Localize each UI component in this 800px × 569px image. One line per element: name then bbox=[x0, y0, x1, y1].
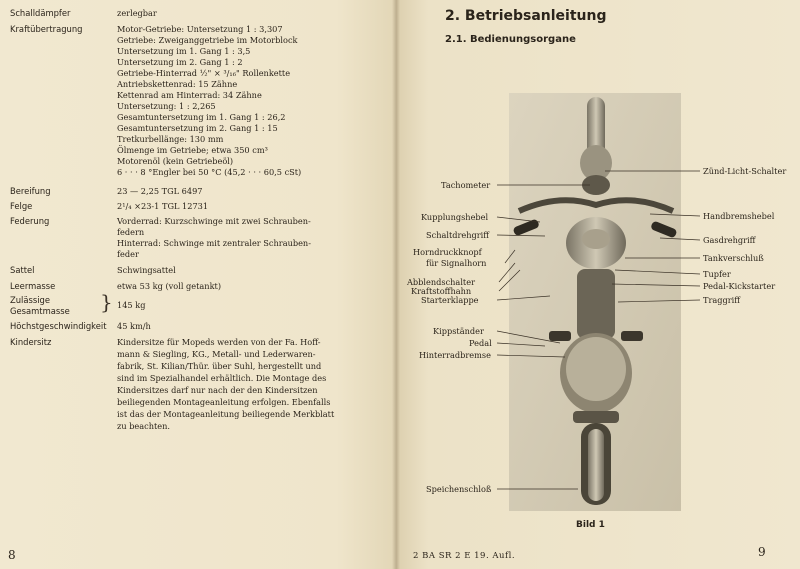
spec-value: Gesamtuntersetzung im 2. Gang 1 : 15 bbox=[117, 123, 278, 133]
spec-value: Untersetzung im 2. Gang 1 : 2 bbox=[117, 57, 243, 67]
spec-value: Motor-Getriebe: Untersetzung 1 : 3,307 bbox=[117, 24, 283, 34]
spec-label: Gesamtmasse bbox=[10, 306, 70, 316]
spec-label: Leermasse bbox=[10, 281, 56, 291]
spec-value: fabrik, St. Kilian/Thür. über Suhl, hergestellt und bbox=[117, 361, 322, 371]
callout-kupplungshebel: Kupplungshebel bbox=[421, 212, 489, 222]
figure-caption: Bild 1 bbox=[576, 520, 605, 530]
callout-kippstaender: Kippständer bbox=[433, 326, 484, 336]
callout-speichenschloss: Speichenschloß bbox=[426, 484, 492, 494]
spec-label: Schalldämpfer bbox=[10, 8, 71, 18]
spec-value: Antriebskettenrad: 15 Zähne bbox=[117, 79, 238, 89]
spec-value: Tretkurbellänge: 130 mm bbox=[117, 134, 224, 144]
spec-value: Getriebe: Zweiganggetriebe im Motorblock bbox=[117, 35, 298, 45]
spec-label: Höchstgeschwindigkeit bbox=[10, 321, 107, 331]
callout-hinterradbremse: Hinterradbremse bbox=[419, 350, 491, 360]
spec-value: etwa 53 kg (voll getankt) bbox=[117, 281, 222, 291]
spec-value: zu beachten. bbox=[117, 421, 171, 431]
callout-pedal-kickstarter: Pedal-Kickstarter bbox=[703, 281, 776, 291]
spec-value: 23 — 2,25 TGL 6497 bbox=[117, 186, 203, 196]
callout-kraftstoffhahn: Kraftstoffhahn bbox=[411, 286, 472, 296]
callout-zuend-licht-schalter: Zünd-Licht-Schalter bbox=[703, 166, 787, 176]
callout-horndruckknopf: Horndruckknopf bbox=[413, 247, 482, 257]
spec-value: Hinterrad: Schwinge mit zentraler Schrauben- bbox=[117, 238, 311, 248]
spec-value: 6 · · · 8 °Engler bei 50 °C (45,2 · · · 60,5 cSt) bbox=[117, 167, 302, 177]
spec-value: 45 km/h bbox=[117, 321, 151, 331]
spec-value: 2¹/₄ ×23-1 TGL 12731 bbox=[117, 201, 209, 211]
callout-starterklappe: Starterklappe bbox=[421, 295, 479, 305]
print-footer: 2 BA SR 2 E 19. Aufl. bbox=[413, 551, 516, 561]
spec-value: Vorderrad: Kurzschwinge mit zwei Schrauben- bbox=[117, 216, 311, 226]
spec-label: Sattel bbox=[10, 265, 35, 275]
spec-label: Zulässige bbox=[10, 295, 51, 305]
page-number-right: 9 bbox=[758, 545, 766, 559]
spec-value: sind im Spezialhandel erhältlich. Die Montage des bbox=[117, 373, 327, 383]
callout-tupfer: Tupfer bbox=[703, 269, 731, 279]
spec-label: Bereifung bbox=[10, 186, 51, 196]
brace-symbol: } bbox=[100, 290, 113, 314]
callout-schaltdrehgriff: Schaltdrehgriff bbox=[426, 230, 490, 240]
spec-value: mann & Siegling, KG., Metall- und Lederwaren- bbox=[117, 349, 316, 359]
spec-value: Kindersitzes darf nur nach der den Kindersitzen bbox=[117, 385, 318, 395]
spec-value: 145 kg bbox=[117, 300, 146, 310]
spec-value: Kettenrad am Hinterrad: 34 Zähne bbox=[117, 90, 262, 100]
spec-value: Gesamtuntersetzung im 1. Gang 1 : 26,2 bbox=[117, 112, 286, 122]
callout-pedal: Pedal bbox=[469, 338, 492, 348]
spec-label: Federung bbox=[10, 216, 50, 226]
callout-handbremshebel: Handbremshebel bbox=[703, 211, 775, 221]
spec-value: Getriebe-Hinterrad ½" × ³/₁₆" Rollenkette bbox=[117, 68, 291, 78]
spec-value: Schwingsattel bbox=[117, 265, 176, 275]
callout-traggriff: Traggriff bbox=[703, 295, 741, 305]
spec-value: Ölmenge im Getriebe; etwa 350 cm³ bbox=[117, 145, 268, 155]
spec-value: federn bbox=[117, 227, 145, 237]
callout-tachometer: Tachometer bbox=[441, 180, 491, 190]
callout-horndruckknopf-line2: für Signalhorn bbox=[426, 258, 487, 268]
spec-value: Motorenöl (kein Getriebeöl) bbox=[117, 156, 234, 166]
section-heading: 2. Betriebsanleitung bbox=[445, 8, 607, 24]
spec-value: ist das der Montageanleitung beiliegende Merkblatt bbox=[117, 409, 335, 419]
spec-value: zerlegbar bbox=[117, 8, 157, 18]
callout-abblendschalter: Abblendschalter bbox=[407, 277, 475, 287]
spec-label: Kindersitz bbox=[10, 337, 52, 347]
spec-value: feder bbox=[117, 249, 139, 259]
spec-value: Kindersitze für Mopeds werden von der Fa. Hoff- bbox=[117, 337, 321, 347]
spec-value: beiliegenden Montageanleitung erfolgen. Ebenfalls bbox=[117, 397, 331, 407]
spec-label: Felge bbox=[10, 201, 33, 211]
spec-value: Untersetzung im 1. Gang 1 : 3,5 bbox=[117, 46, 251, 56]
subsection-heading: 2.1. Bedienungsorgane bbox=[445, 34, 576, 45]
spec-value: Untersetzung: 1 : 2,265 bbox=[117, 101, 216, 111]
callout-tankverschluss: Tankverschluß bbox=[703, 253, 764, 263]
callout-gasdrehgriff: Gasdrehgriff bbox=[703, 235, 756, 245]
page-number-left: 8 bbox=[8, 548, 16, 562]
spec-label: Kraftübertragung bbox=[10, 24, 83, 34]
